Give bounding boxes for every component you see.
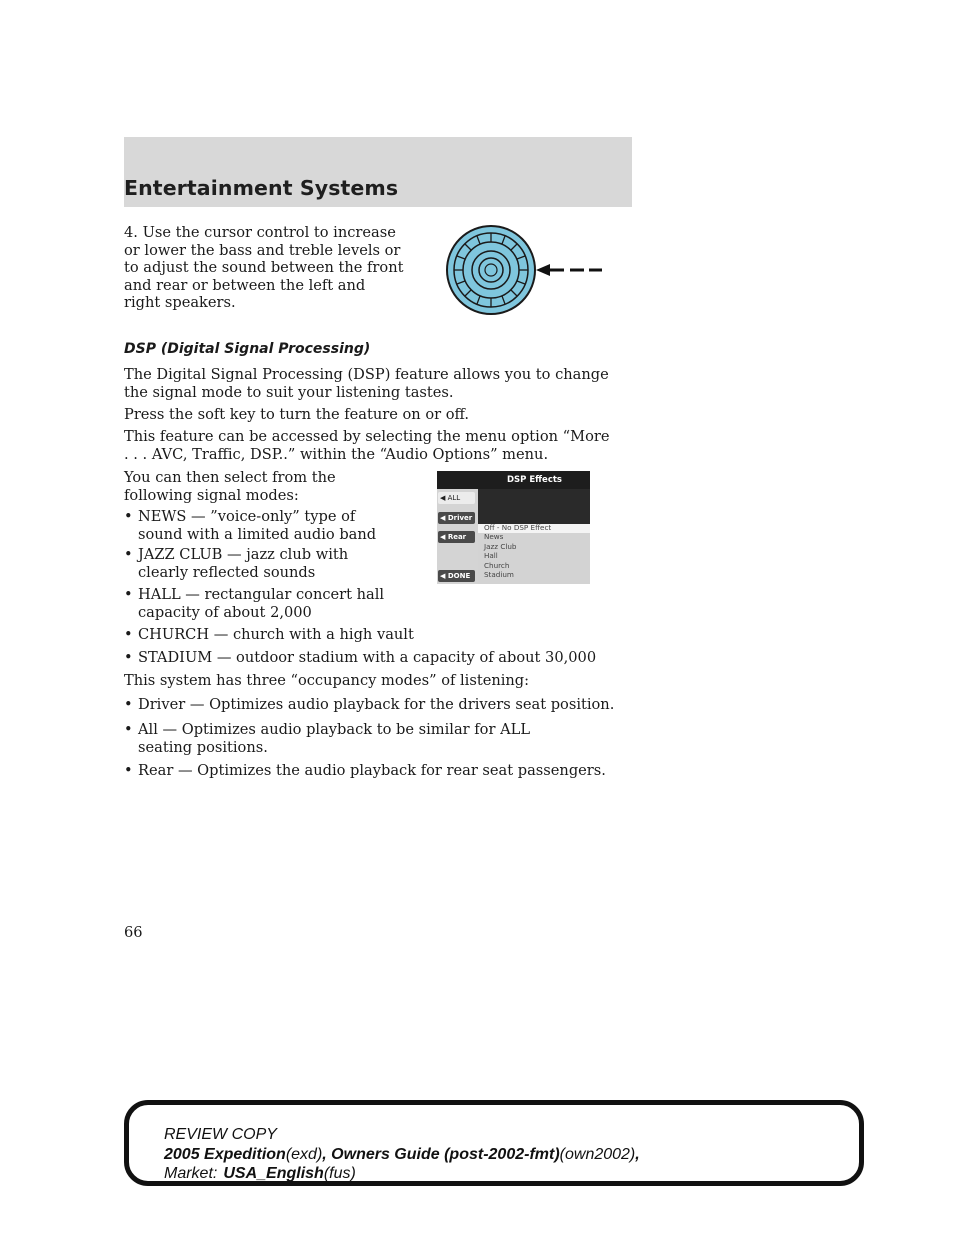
list-item: • JAZZ CLUB — jazz club with clearly reflected sounds	[124, 546, 349, 581]
dsp-done-button[interactable]: ◀ DONE	[438, 570, 475, 582]
cursor-control-knob-illustration	[446, 218, 606, 328]
dsp-rear-button[interactable]: ◀ Rear	[438, 531, 475, 543]
occupancy-intro: This system has three “occupancy modes” of listening:	[124, 672, 530, 689]
dsp-screen-dark-area	[478, 487, 590, 524]
menu-access-paragraph: This feature can be accessed by selecting the menu option “More . . . AVC, Traffic, DSP..” within the “Audio Options” menu.	[124, 428, 610, 463]
dsp-heading: DSP (Digital Signal Processing)	[124, 341, 371, 357]
list-item: • NEWS — ”voice-only” type of sound with a limited audio band	[124, 508, 377, 543]
list-item: • Driver — Optimizes audio playback for the drivers seat position.	[124, 696, 615, 713]
dsp-option-stadium[interactable]: Stadium	[484, 570, 514, 579]
section-title: Entertainment Systems	[124, 176, 399, 200]
list-item: • HALL — rectangular concert hall capacity of about 2,000	[124, 586, 385, 621]
dsp-driver-button[interactable]: ◀ Driver	[438, 512, 475, 524]
dsp-option-hall[interactable]: Hall	[484, 551, 498, 560]
pointer-arrow-icon	[536, 264, 602, 276]
footer-market-info: Market: USA_English(fus)	[164, 1165, 356, 1182]
list-item: • Rear — Optimizes the audio playback for rear seat passengers.	[124, 762, 606, 779]
dsp-option-off[interactable]: Off - No DSP Effect	[478, 524, 590, 533]
page-number: 66	[124, 924, 143, 941]
bullet-icon: •	[124, 546, 133, 563]
bullet-icon: •	[124, 649, 133, 666]
dsp-options-list	[478, 524, 590, 584]
knob-icon	[447, 226, 535, 314]
list-item: • STADIUM — outdoor stadium with a capacity of about 30,000	[124, 649, 597, 666]
dsp-option-news[interactable]: News	[484, 532, 504, 541]
dsp-intro-paragraph: The Digital Signal Processing (DSP) feature allows you to change the signal mode to suit your listening tastes.	[124, 366, 609, 401]
list-item: • All — Optimizes audio playback to be similar for ALL seating positions.	[124, 721, 531, 756]
list-item: • CHURCH — church with a high vault	[124, 626, 414, 643]
dsp-option-church[interactable]: Church	[484, 560, 510, 570]
dsp-screen-title: DSP Effects	[507, 475, 562, 485]
dsp-option-jazz-club[interactable]: Jazz Club	[484, 541, 517, 551]
soft-key-paragraph: Press the soft key to turn the feature on or off.	[124, 406, 469, 423]
bullet-icon: •	[124, 586, 133, 603]
bullet-icon: •	[124, 762, 133, 779]
footer-document-info: 2005 Expedition(exd), Owners Guide (post-2002-fmt)(own2002),	[164, 1146, 640, 1163]
dsp-all-button[interactable]: ◀ ALL	[438, 492, 475, 504]
cursor-paragraph: 4. Use the cursor control to increase or lower the bass and treble levels or to adjust the sound between the front and rear or between the left and right speakers.	[124, 224, 404, 312]
bullet-icon: •	[124, 508, 133, 525]
footer-review-label: REVIEW COPY	[164, 1126, 277, 1143]
bullet-icon: •	[124, 721, 133, 738]
bullet-icon: •	[124, 626, 133, 643]
bullet-icon: •	[124, 696, 133, 713]
dsp-effects-screen	[437, 471, 590, 584]
signal-modes-intro: You can then select from the following signal modes:	[124, 469, 336, 504]
